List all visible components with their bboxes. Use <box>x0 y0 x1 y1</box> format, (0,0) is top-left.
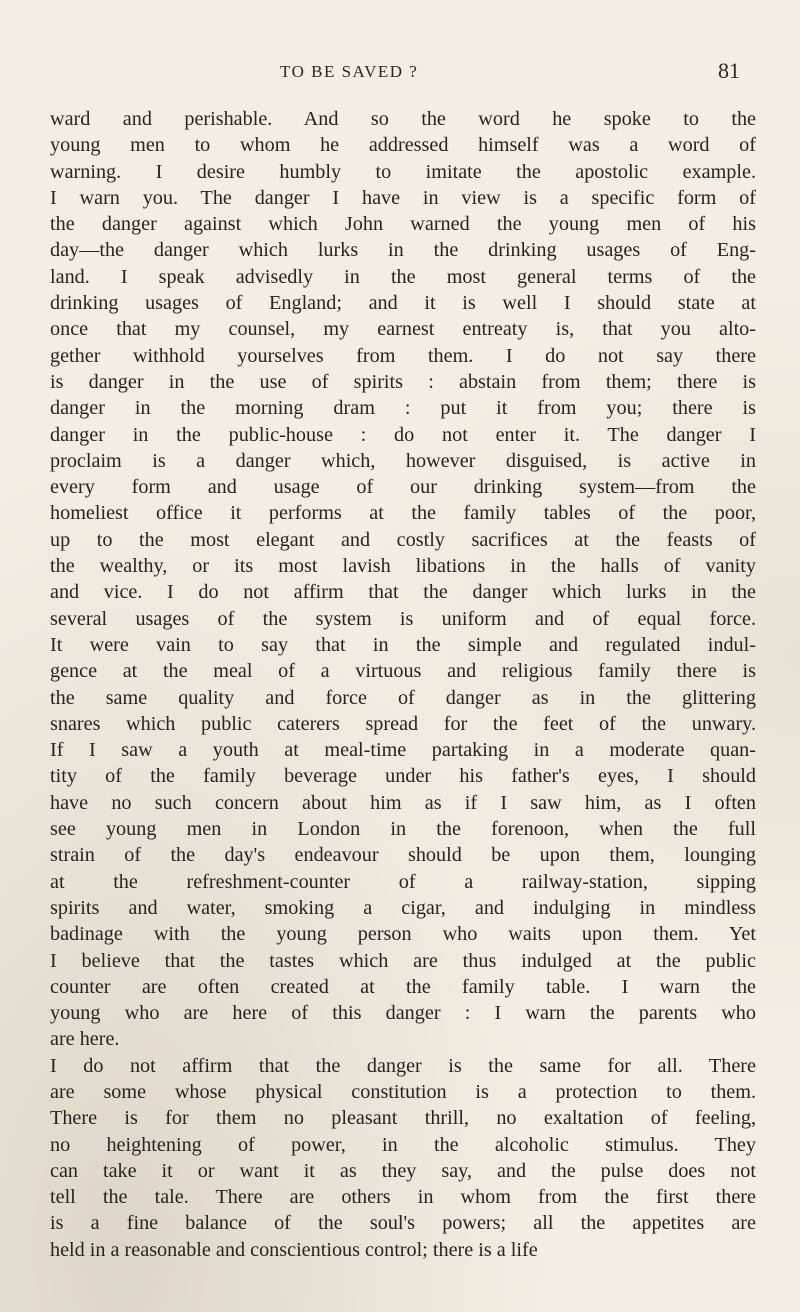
text-line: several usages of the system is uniform and of equal force. <box>50 607 756 630</box>
text-line: I warn you. The danger I have in view is a specific form of <box>50 186 756 209</box>
text-line: young men to whom he addressed himself was a word of <box>50 134 756 157</box>
text-line: strain of the day's endeavour should be upon them, lounging <box>50 844 756 867</box>
text-line: is a fine balance of the soul's powers; all the appetites are <box>50 1212 756 1235</box>
text-line: are some whose physical constitution is a protection to them. <box>50 1080 756 1103</box>
body-text <box>50 106 756 1263</box>
text-line: I do not affirm that the danger is the same for all. There <box>50 1054 756 1077</box>
text-line: warning. I desire humbly to imitate the apostolic example. <box>50 160 756 183</box>
text-line: If I saw a youth at meal-time partaking in a moderate quan- <box>50 739 756 762</box>
text-line: drinking usages of England; and it is well I should state at <box>50 292 756 315</box>
text-line: at the refreshment-counter of a railway-station, sipping <box>50 870 756 893</box>
text-line: I believe that the tastes which are thus indulged at the public <box>50 949 756 972</box>
text-line: tity of the family beverage under his father's eyes, I should <box>50 765 756 788</box>
text-line: and vice. I do not affirm that the danger which lurks in the <box>50 581 756 604</box>
running-header <box>0 58 800 88</box>
text-line: young who are here of this danger : I warn the parents who <box>50 1002 756 1025</box>
text-line: proclaim is a danger which, however disguised, is active in <box>50 449 756 472</box>
text-line: It were vain to say that in the simple and regulated indul- <box>50 633 756 656</box>
text-line: up to the most elegant and costly sacrifices at the feasts of <box>50 528 756 551</box>
text-line: gence at the meal of a virtuous and religious family there is <box>50 660 756 683</box>
text-line: see young men in London in the forenoon, when the full <box>50 818 756 841</box>
text-line: day—the danger which lurks in the drinking usages of Eng- <box>50 239 756 262</box>
text-line: every form and usage of our drinking system—from the <box>50 476 756 499</box>
text-line: held in a reasonable and conscientious control; there is a life <box>50 1238 538 1261</box>
text-line: danger in the morning dram : put it from you; there is <box>50 397 756 420</box>
text-line: danger in the public-house : do not enter it. The danger I <box>50 423 756 446</box>
text-line: are here. <box>50 1028 120 1051</box>
text-line: gether withhold yourselves from them. I do not say there <box>50 344 756 367</box>
text-line: once that my counsel, my earnest entreaty is, that you alto- <box>50 318 756 341</box>
text-line: badinage with the young person who waits upon them. Yet <box>50 923 756 946</box>
running-title: TO BE SAVED ? <box>280 62 419 81</box>
text-line: the danger against which John warned the young men of his <box>50 213 756 236</box>
text-line: counter are often created at the family table. I warn the <box>50 975 756 998</box>
text-line: homeliest office it performs at the family tables of the poor, <box>50 502 756 525</box>
text-line: land. I speak advisedly in the most general terms of the <box>50 265 756 288</box>
text-line: have no such concern about him as if I saw him, as I often <box>50 791 756 814</box>
text-line: tell the tale. There are others in whom from the first there <box>50 1186 756 1209</box>
text-line: the wealthy, or its most lavish libations in the halls of vanity <box>50 555 756 578</box>
text-line: no heightening of power, in the alcoholic stimulus. They <box>50 1133 756 1156</box>
text-line: the same quality and force of danger as in the glittering <box>50 686 756 709</box>
text-line: There is for them no pleasant thrill, no exaltation of feeling, <box>50 1107 756 1130</box>
text-line: ward and perishable. And so the word he spoke to the <box>50 108 756 130</box>
text-line: can take it or want it as they say, and the pulse does not <box>50 1159 756 1182</box>
text-line: is danger in the use of spirits : abstain from them; there is <box>50 370 756 393</box>
page-number: 81 <box>718 58 740 83</box>
text-line: snares which public caterers spread for the feet of the unwary. <box>50 712 756 735</box>
text-line: spirits and water, smoking a cigar, and indulging in mindless <box>50 896 756 919</box>
